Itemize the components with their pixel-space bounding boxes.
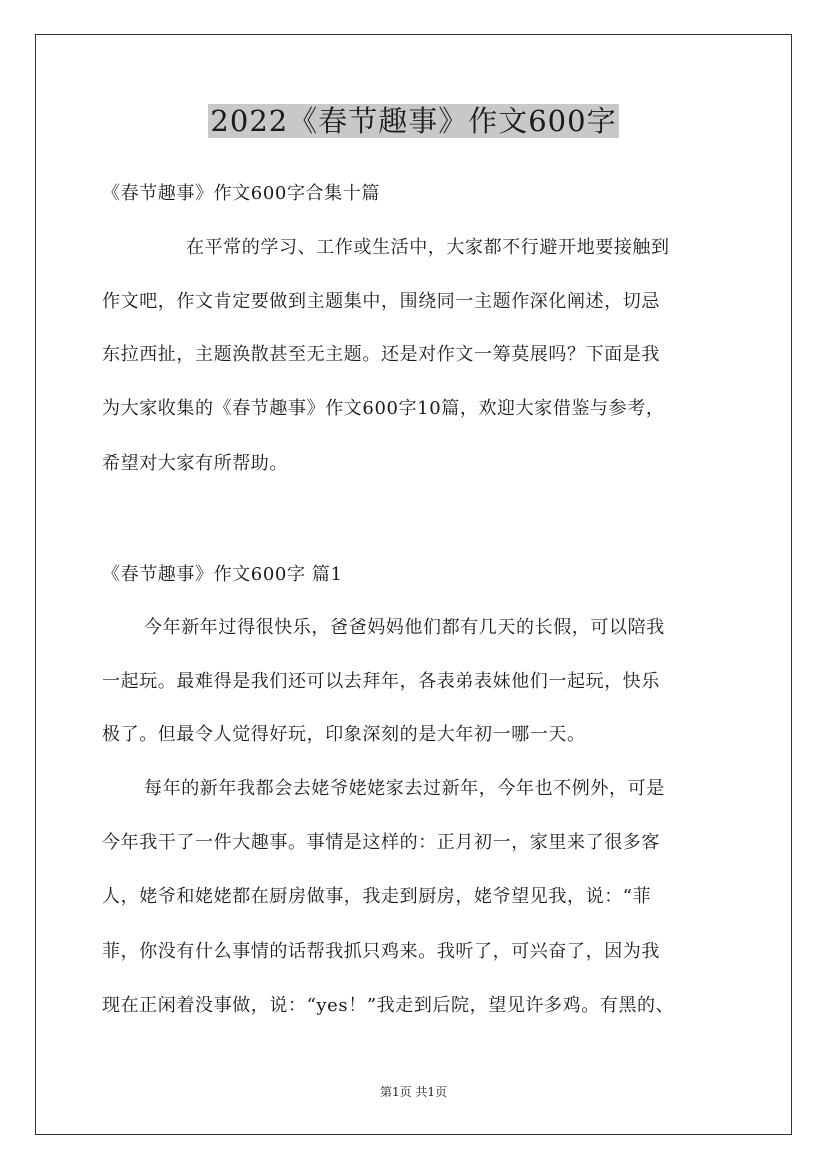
document-title-text: 2022《春节趣事》作文600字: [210, 104, 617, 138]
document-title: [0, 101, 827, 141]
paragraph-1-line-1: 今年新年过得很快乐，爸爸妈妈他们都有几天的长假，可以陪我: [144, 617, 665, 638]
paragraph-2-line-4: 菲，你没有什么事情的话帮我抓只鸡来。我听了，可兴奋了，因为我: [102, 941, 660, 962]
intro-line-2: 作文吧，作文肯定要做到主题集中，围绕同一主题作深化阐述，切忌: [102, 291, 660, 312]
document-subtitle: 《春节趣事》作文600字合集十篇: [102, 183, 380, 204]
paragraph-1-line-2: 一起玩。最难得是我们还可以去拜年，各表弟表妹他们一起玩，快乐: [102, 671, 660, 692]
paragraph-2-line-3: 人，姥爷和姥姥都在厨房做事，我走到厨房，姥爷望见我，说：“菲: [102, 886, 652, 907]
intro-line-5: 希望对大家有所帮助。: [102, 453, 288, 474]
paragraph-2-line-2: 今年我干了一件大趣事。事情是这样的：正月初一，家里来了很多客: [102, 832, 660, 853]
paragraph-2-line-1: 每年的新年我都会去姥爷姥姥家去过新年，今年也不例外，可是: [144, 778, 665, 799]
page-footer: 第1页 共1页: [379, 1085, 448, 1099]
intro-line-3: 东拉西扯，主题涣散甚至无主题。还是对作文一筹莫展吗？下面是我: [102, 344, 660, 365]
paragraph-1-line-3: 极了。但最令人觉得好玩，印象深刻的是大年初一哪一天。: [102, 724, 586, 745]
paragraph-2-line-5: 现在正闲着没事做，说：“yes！”我走到后院，望见许多鸡。有黑的、: [102, 995, 675, 1016]
intro-line-4: 为大家收集的《春节趣事》作文600字10篇，欢迎大家借鉴与参考，: [102, 398, 665, 419]
section-heading: 《春节趣事》作文600字 篇1: [102, 564, 343, 585]
intro-line-1: 在平常的学习、工作或生活中，大家都不行避开地要接触到: [186, 237, 670, 258]
